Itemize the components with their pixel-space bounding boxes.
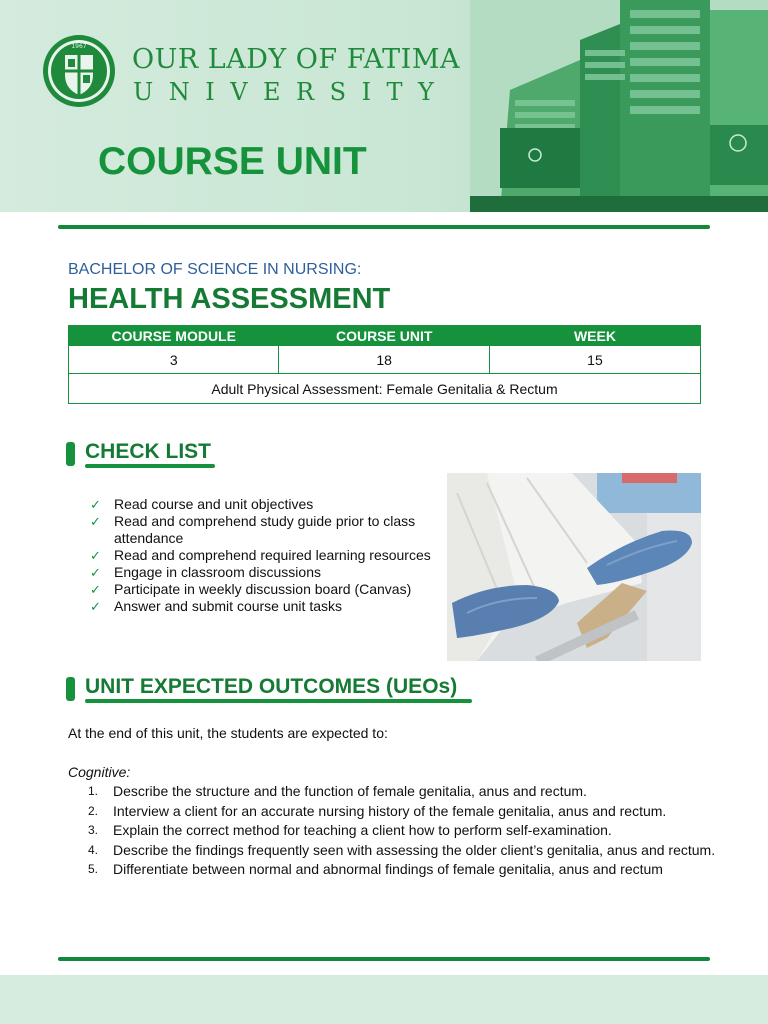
checkmark-icon: ✓ xyxy=(90,582,101,597)
list-item: 5. Differentiate between normal and abnormal findings of female genitalia, anus and rectum xyxy=(88,861,663,877)
checkmark-icon: ✓ xyxy=(90,548,101,563)
outcomes-intro: At the end of this unit, the students are expected to: xyxy=(68,725,388,741)
outcomes-heading-label: UNIT EXPECTED OUTCOMES (UEOs) xyxy=(85,675,458,698)
subject-title: HEALTH ASSESSMENT xyxy=(68,283,391,315)
list-item: ✓ Participate in weekly discussion board (Canvas) xyxy=(90,581,412,597)
university-seal-logo xyxy=(41,33,117,109)
top-divider xyxy=(58,225,710,229)
list-item: 4. Describe the findings frequently seen with assessing the older client’s genitalia, anus and rectum. xyxy=(88,841,716,858)
course-info-table xyxy=(68,325,701,404)
outcomes-list xyxy=(88,783,728,881)
footer-band xyxy=(0,975,768,1024)
header-course-unit: COURSE UNIT xyxy=(279,326,489,346)
outcomes-category: Cognitive: xyxy=(68,764,131,780)
heading-underline xyxy=(85,464,215,468)
bottom-divider xyxy=(58,957,710,961)
university-building-image xyxy=(470,0,768,212)
table-header-row xyxy=(69,326,701,346)
checkmark-icon: ✓ xyxy=(90,514,101,529)
value-course-unit: 18 xyxy=(279,346,489,374)
checklist xyxy=(90,496,440,615)
heading-marker xyxy=(66,442,75,466)
list-item: 1. Describe the structure and the function of female genitalia, anus and rectum. xyxy=(88,783,587,799)
exam-table-photo xyxy=(447,473,701,661)
checkmark-icon: ✓ xyxy=(90,497,101,512)
unit-topic: Adult Physical Assessment: Female Genitalia & Rectum xyxy=(69,374,701,404)
svg-text:1967: 1967 xyxy=(71,43,87,50)
heading-underline xyxy=(85,699,472,703)
program-name: BACHELOR OF SCIENCE IN NURSING: xyxy=(68,261,362,278)
list-item: 2. Interview a client for an accurate nursing history of the female genitalia, anus and rectum. xyxy=(88,802,667,819)
heading-marker xyxy=(66,677,75,701)
header-banner xyxy=(0,0,768,212)
checkmark-icon: ✓ xyxy=(90,599,101,614)
list-item: 3. Explain the correct method for teaching a client how to perform self-examination. xyxy=(88,822,612,838)
list-item: ✓ Read and comprehend study guide prior to class attendance xyxy=(90,513,416,546)
value-course-module: 3 xyxy=(69,346,279,374)
list-item: ✓ Answer and submit course unit tasks xyxy=(90,598,342,614)
table-row xyxy=(69,346,701,374)
list-item: ✓ Read course and unit objectives xyxy=(90,496,314,512)
checklist-heading-label: CHECK LIST xyxy=(85,440,211,463)
checkmark-icon: ✓ xyxy=(90,565,101,580)
value-week: 15 xyxy=(489,346,700,374)
list-item: ✓ Read and comprehend required learning resources xyxy=(90,547,431,563)
list-item: ✓ Engage in classroom discussions xyxy=(90,564,321,580)
page-title: COURSE UNIT xyxy=(98,140,367,183)
table-row xyxy=(69,374,701,404)
header-course-module: COURSE MODULE xyxy=(69,326,279,346)
university-name-line1: OUR LADY OF FATIMA xyxy=(132,44,460,75)
university-name-line2: UNIVERSITY xyxy=(133,78,450,106)
header-week: WEEK xyxy=(489,326,700,346)
